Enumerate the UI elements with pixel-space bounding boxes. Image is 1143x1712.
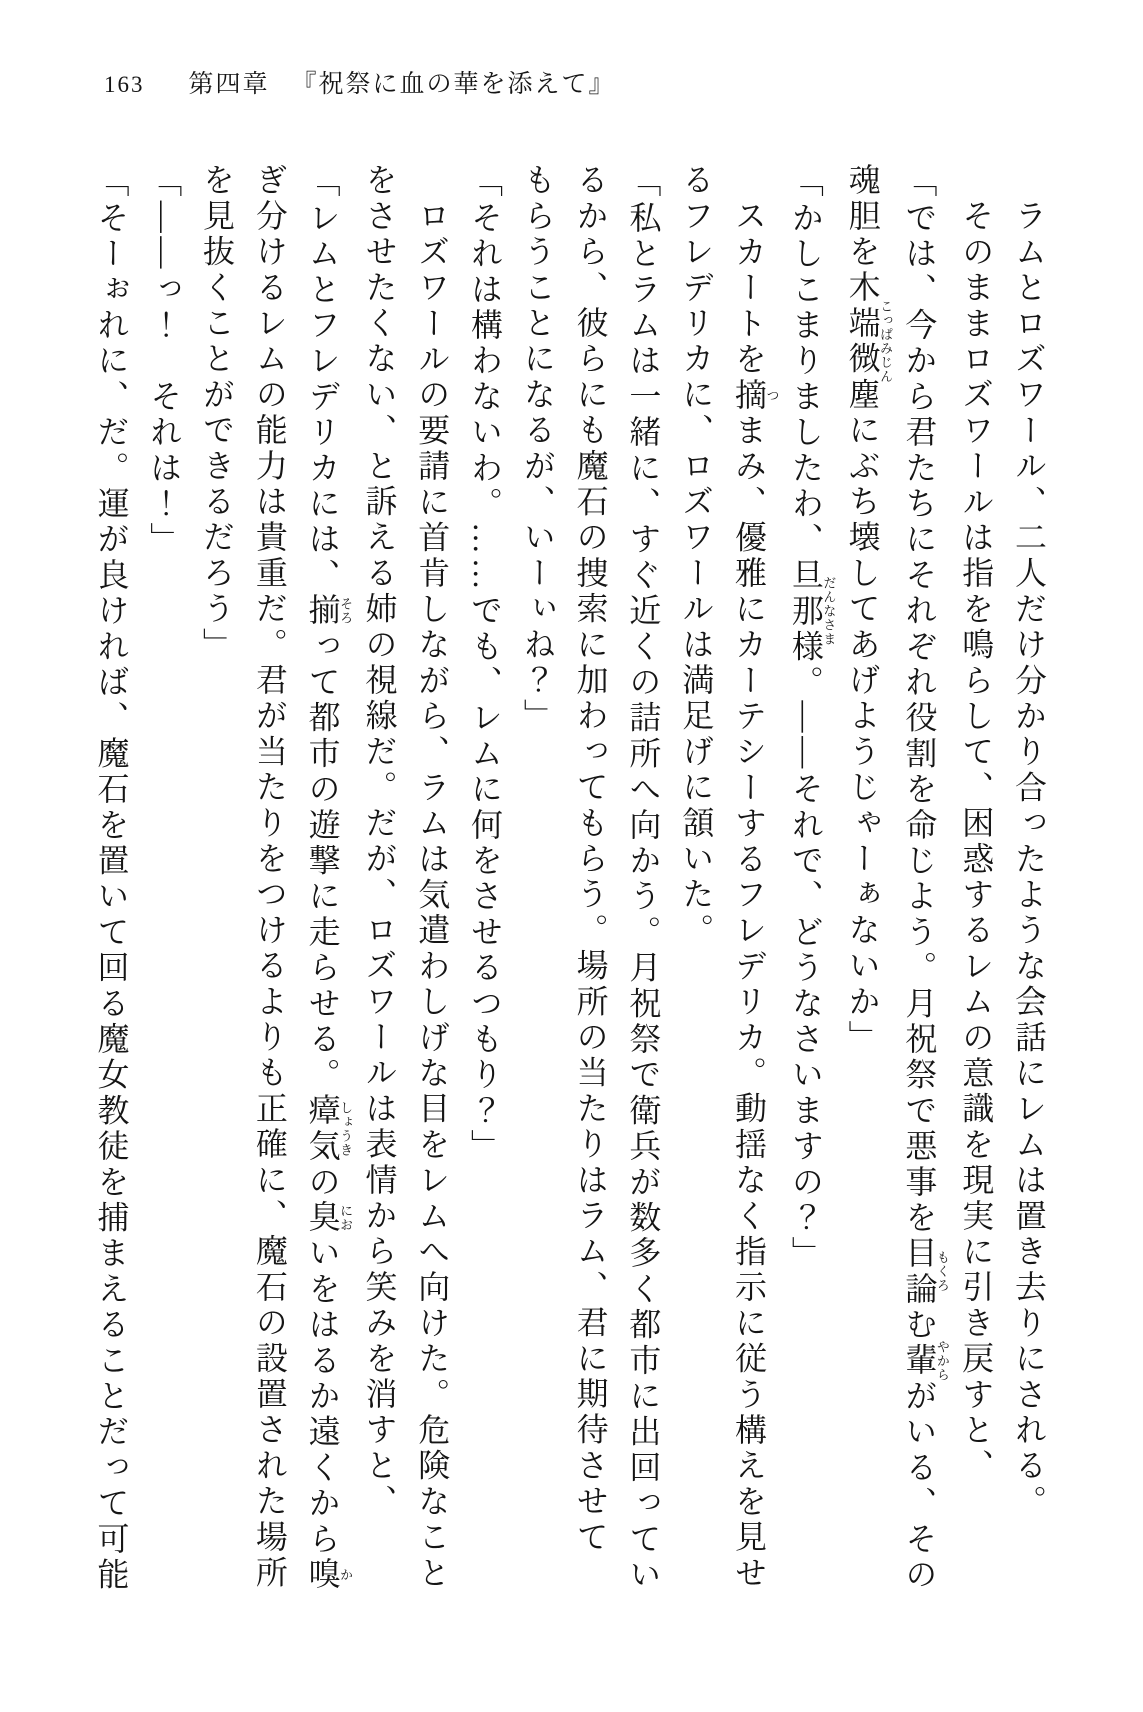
furigana-term: 輩やから bbox=[901, 1339, 950, 1382]
furigana-term: 揃そろ bbox=[304, 593, 354, 630]
furigana-term: 瘴気しょうき bbox=[304, 1093, 354, 1165]
text-column: そのままロズワールは指を鳴らして、困惑するレムの意識を現実に引き戻すと、 bbox=[958, 199, 995, 1485]
furigana-term: 臭にお bbox=[304, 1200, 354, 1237]
text-column: をさせたくない、と訴える姉の視線だ。だが、ロズワールは表情から笑みを消すと、 bbox=[361, 163, 398, 1520]
page-number: 163 bbox=[104, 72, 145, 97]
furigana-term: 摘つ bbox=[731, 377, 780, 414]
text-column: 「かしこまりましたわ、旦那様だんなさま。――それで、どうなさいますの？」 bbox=[787, 165, 837, 1272]
chapter-title: 『祝祭に血の華を添えて』 bbox=[291, 71, 616, 98]
furigana-term: 木端微塵こっぱみじん bbox=[844, 270, 894, 413]
text-column: 「では、今から君たちにそれぞれ役割を命じよう。月祝祭で悪事を目論もくろむ輩やからがいる、その bbox=[901, 165, 950, 1594]
text-column: スカートを摘つまみ、優雅にカーテシーするフレデリカ。動揺なく指示に従う構えを見せ bbox=[731, 199, 780, 1592]
text-column: ロズワールの要請に首肯しながら、ラムは気遣わしげな目をレムへ向けた。危険なこと bbox=[414, 199, 451, 1592]
page-header bbox=[104, 64, 616, 100]
text-column: 「そーぉれに、だ。運が良ければ、魔石を置いて回る魔女教徒を捕まえることだって可能 bbox=[93, 165, 130, 1593]
furigana-term: 嗅か bbox=[304, 1557, 354, 1594]
chapter-label: 第四章 bbox=[188, 71, 270, 98]
text-column: 「レムとフレデリカには、揃そろって都市の遊撃に走らせる。瘴気しょうきの臭においをはるか遠くから嗅か bbox=[304, 165, 354, 1594]
furigana-term: 旦那様だんなさま bbox=[787, 557, 837, 665]
text-column: ラムとロズワール、二人だけ分かり合ったような会話にレムは置き去りにされる。 bbox=[1011, 199, 1047, 1520]
text-column: ぎ分けるレムの能力は貴重だ。君が当たりをつけるよりも正確に、魔石の設置された場所 bbox=[251, 163, 288, 1591]
text-column: 「私とラムは一緒に、すぐ近くの詰所へ向かう。月祝祭で衛兵が数多く都市に出回ってい bbox=[625, 165, 662, 1593]
text-column: もらうことになるが、いーぃね？」 bbox=[519, 163, 556, 735]
text-column: 「――っ！ それは！」 bbox=[146, 165, 183, 558]
text-column: るから、彼らにも魔石の捜索に加わってもらう。場所の当たりはラム、君に期待させて bbox=[572, 163, 609, 1556]
text-column: 「それは構わないわ。……でも、レムに何をさせるつもり？」 bbox=[467, 165, 504, 1165]
text-column: るフレデリカに、ロズワールは満足げに頷いた。 bbox=[678, 163, 715, 949]
text-column: を見抜くことができるだろう」 bbox=[199, 163, 236, 663]
body-text-block bbox=[93, 163, 1055, 1601]
text-column: 魂胆を木端微塵こっぱみじんにぶち壊してあげようじゃーぁないか」 bbox=[844, 163, 894, 1056]
furigana-term: 目論もくろ bbox=[901, 1236, 950, 1308]
